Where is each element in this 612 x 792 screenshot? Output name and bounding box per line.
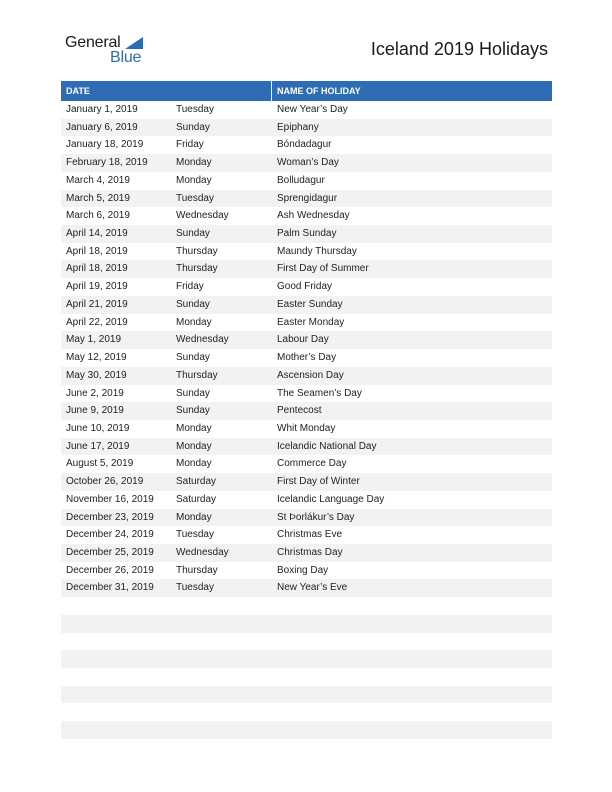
weekday-cell: Tuesday xyxy=(176,582,214,594)
date-cell: April 19, 2019 xyxy=(66,281,128,293)
date-cell: December 24, 2019 xyxy=(66,529,154,541)
weekday-cell: Sunday xyxy=(176,298,210,310)
date-cell: December 26, 2019 xyxy=(66,564,154,576)
date-cell: November 16, 2019 xyxy=(66,493,154,505)
table-row xyxy=(61,650,552,668)
table-row xyxy=(61,243,552,261)
weekday-cell: Tuesday xyxy=(176,104,214,115)
table-row xyxy=(61,633,552,651)
weekday-cell: Sunday xyxy=(176,387,210,399)
holiday-name-cell: First Day of Winter xyxy=(277,476,360,488)
table-row xyxy=(61,314,552,332)
weekday-cell: Thursday xyxy=(176,245,218,257)
table-row xyxy=(61,686,552,704)
weekday-cell: Wednesday xyxy=(176,546,229,558)
holiday-name-cell: Bóndadagur xyxy=(277,139,332,151)
table-row xyxy=(61,172,552,190)
holiday-name-cell: Christmas Eve xyxy=(277,529,343,541)
weekday-cell: Thursday xyxy=(176,564,218,576)
holiday-name-cell: First Day of Summer xyxy=(277,263,369,275)
date-cell: May 1, 2019 xyxy=(66,334,122,346)
weekday-cell: Saturday xyxy=(176,493,217,505)
holiday-name-cell: Woman’s Day xyxy=(277,157,339,169)
holiday-name-cell: Labour Day xyxy=(277,334,329,346)
holiday-name-cell: Ascension Day xyxy=(277,369,344,381)
weekday-cell: Wednesday xyxy=(176,210,229,222)
holiday-name-cell: The Seamen’s Day xyxy=(277,387,362,399)
table-row xyxy=(61,491,552,509)
table-row xyxy=(61,385,552,403)
table-row xyxy=(61,703,552,721)
table-row xyxy=(61,544,552,562)
holiday-name-cell: Pentecost xyxy=(277,405,322,417)
holiday-name-cell: Boxing Day xyxy=(277,564,329,576)
generalblue-logo xyxy=(65,34,155,70)
table-row xyxy=(61,136,552,154)
holiday-name-cell: New Year’s Day xyxy=(277,104,348,115)
header-holiday: NAME OF HOLIDAY xyxy=(277,86,361,96)
holiday-name-cell: Icelandic National Day xyxy=(277,440,377,452)
header-divider xyxy=(271,81,272,101)
weekday-cell: Sunday xyxy=(176,228,210,240)
date-cell: January 18, 2019 xyxy=(66,139,144,151)
holiday-name-cell: Maundy Thursday xyxy=(277,245,357,257)
holiday-name-cell: Easter Monday xyxy=(277,316,345,328)
weekday-cell: Friday xyxy=(176,281,204,293)
date-cell: June 10, 2019 xyxy=(66,422,130,434)
date-cell: January 1, 2019 xyxy=(66,104,138,115)
table-row xyxy=(61,721,552,739)
holiday-name-cell: Easter Sunday xyxy=(277,298,343,310)
date-cell: March 6, 2019 xyxy=(66,210,130,222)
table-row xyxy=(61,331,552,349)
date-cell: February 18, 2019 xyxy=(66,157,148,169)
date-cell: August 5, 2019 xyxy=(66,458,134,470)
date-cell: April 18, 2019 xyxy=(66,245,128,257)
holiday-table xyxy=(61,81,552,739)
table-row xyxy=(61,367,552,385)
date-cell: April 21, 2019 xyxy=(66,298,128,310)
holiday-name-cell: New Year’s Eve xyxy=(277,582,348,594)
date-cell: March 4, 2019 xyxy=(66,174,130,186)
table-row xyxy=(61,455,552,473)
page-title: Iceland 2019 Holidays xyxy=(370,39,548,59)
date-cell: June 2, 2019 xyxy=(66,387,124,399)
logo-word-blue: Blue xyxy=(110,49,142,66)
table-body xyxy=(61,101,552,739)
date-cell: April 14, 2019 xyxy=(66,228,128,240)
weekday-cell: Monday xyxy=(176,316,212,328)
holiday-name-cell: Sprengidagur xyxy=(277,192,338,204)
weekday-cell: Sunday xyxy=(176,405,210,417)
table-header xyxy=(61,81,552,101)
weekday-cell: Monday xyxy=(176,157,212,169)
header-date: DATE xyxy=(66,86,90,96)
table-row xyxy=(61,402,552,420)
table-row xyxy=(61,278,552,296)
table-row xyxy=(61,473,552,491)
table-row xyxy=(61,154,552,172)
date-cell: June 9, 2019 xyxy=(66,405,124,417)
weekday-cell: Tuesday xyxy=(176,192,214,204)
holiday-name-cell: Icelandic Language Day xyxy=(277,493,385,505)
logo-word-general: General xyxy=(65,34,121,51)
holiday-name-cell: Ash Wednesday xyxy=(277,210,350,222)
table-row xyxy=(61,296,552,314)
holiday-name-cell: Whit Monday xyxy=(277,422,336,434)
weekday-cell: Tuesday xyxy=(176,529,214,541)
date-cell: April 22, 2019 xyxy=(66,316,128,328)
date-cell: April 18, 2019 xyxy=(66,263,128,275)
holiday-name-cell: Bolludagur xyxy=(277,174,325,186)
holiday-name-cell: Christmas Day xyxy=(277,546,343,558)
weekday-cell: Monday xyxy=(176,511,212,523)
date-cell: March 5, 2019 xyxy=(66,192,130,204)
date-cell: May 30, 2019 xyxy=(66,369,127,381)
logo-triangle-icon xyxy=(125,37,143,49)
table-row xyxy=(61,509,552,527)
weekday-cell: Monday xyxy=(176,422,212,434)
date-cell: December 31, 2019 xyxy=(66,582,154,594)
weekday-cell: Sunday xyxy=(176,121,210,133)
table-row xyxy=(61,207,552,225)
table-row xyxy=(61,579,552,597)
date-cell: January 6, 2019 xyxy=(66,121,138,133)
table-row xyxy=(61,119,552,137)
table-row xyxy=(61,420,552,438)
table-row xyxy=(61,615,552,633)
table-row xyxy=(61,190,552,208)
weekday-cell: Thursday xyxy=(176,369,218,381)
weekday-cell: Thursday xyxy=(176,263,218,275)
date-cell: October 26, 2019 xyxy=(66,476,144,488)
holiday-name-cell: St Þorlákur’s Day xyxy=(277,511,355,523)
date-cell: June 17, 2019 xyxy=(66,440,130,452)
table-row xyxy=(61,562,552,580)
weekday-cell: Wednesday xyxy=(176,334,229,346)
weekday-cell: Monday xyxy=(176,440,212,452)
date-cell: May 12, 2019 xyxy=(66,352,127,364)
weekday-cell: Monday xyxy=(176,458,212,470)
table-row xyxy=(61,597,552,615)
holiday-name-cell: Good Friday xyxy=(277,281,333,293)
table-row xyxy=(61,668,552,686)
table-row xyxy=(61,225,552,243)
holiday-name-cell: Epiphany xyxy=(277,121,319,133)
weekday-cell: Friday xyxy=(176,139,204,151)
table-row xyxy=(61,260,552,278)
table-row xyxy=(61,438,552,456)
weekday-cell: Saturday xyxy=(176,476,217,488)
weekday-cell: Sunday xyxy=(176,352,210,364)
date-cell: December 23, 2019 xyxy=(66,511,154,523)
table-row xyxy=(61,526,552,544)
date-cell: December 25, 2019 xyxy=(66,546,154,558)
table-row xyxy=(61,349,552,367)
holiday-name-cell: Mother’s Day xyxy=(277,352,337,364)
table-row xyxy=(61,101,552,119)
holiday-name-cell: Palm Sunday xyxy=(277,228,337,240)
weekday-cell: Monday xyxy=(176,174,212,186)
holiday-name-cell: Commerce Day xyxy=(277,458,347,470)
